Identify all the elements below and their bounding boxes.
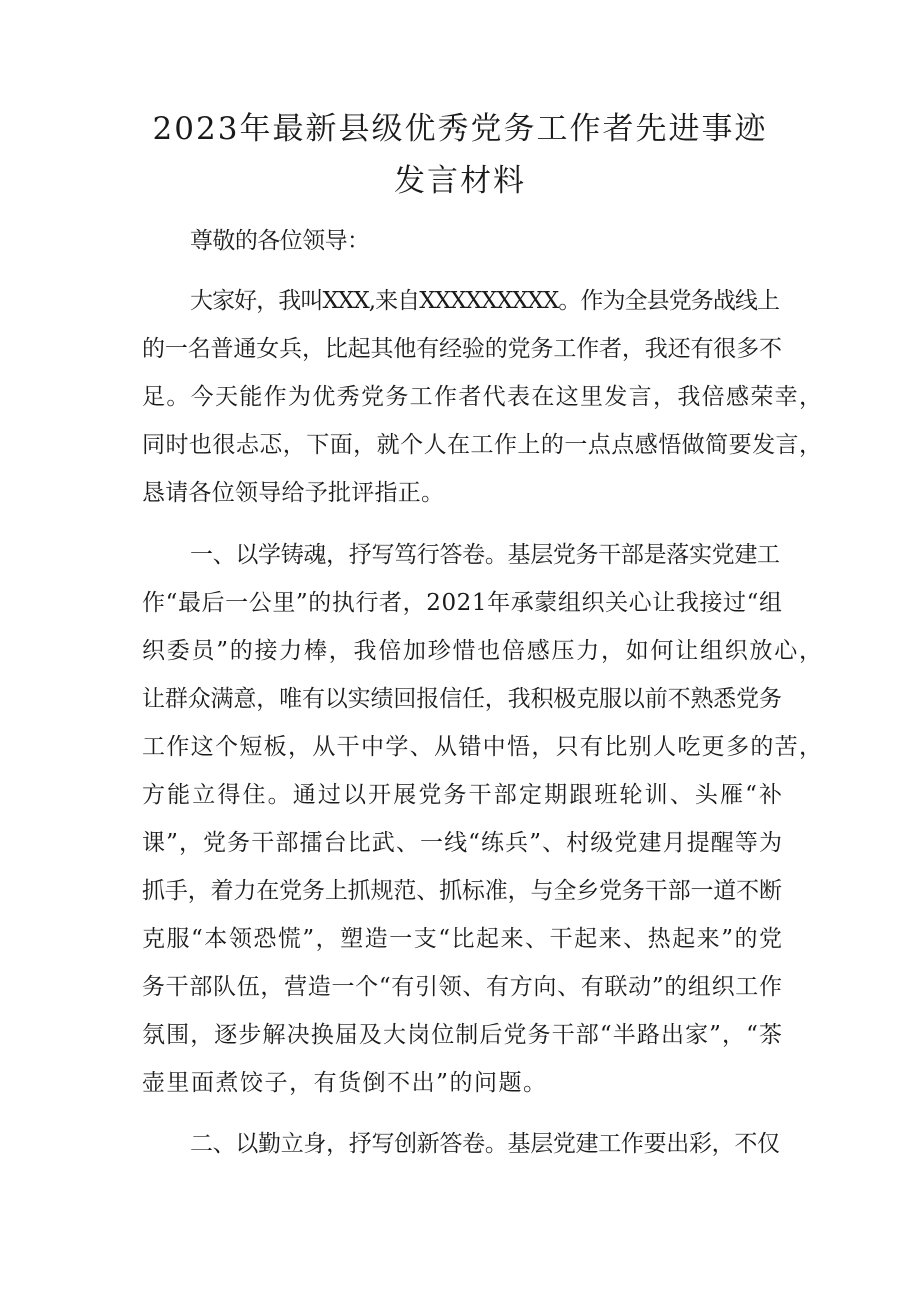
paragraph-1-line-5: 恳请各位领导给予批评指正。 [142,480,445,506]
paragraph-1-line-2: 的一名普通女兵，比起其他有经验的党务工作者，我还有很多不 [142,336,782,362]
paragraph-1-line-1: 大家好，我叫XXX,来自XXXXXXXXX。作为全县党务战线上 [190,288,780,314]
paragraph-2-line-3: 织委员”的接力棒，我倍加珍惜也倍感压力，如何让组织放心， [142,638,824,664]
document-title-line-2: 发言材料 [394,163,526,199]
paragraph-2-line-11: 氛围，逐步解决换届及大岗位制后党务干部“半路出家”，“茶 [142,1022,784,1048]
paragraph-1-line-4: 同时也很忐忑，下面，就个人在工作上的一点点感悟做简要发言， [142,432,823,458]
paragraph-1-line-3: 足。今天能作为优秀党务工作者代表在这里发言，我倍感荣幸， [142,384,824,410]
paragraph-3-line-1: 二、以勤立身，抒写创新答卷。基层党建工作要出彩，不仅 [190,1131,780,1157]
paragraph-2-line-12: 壶里面煮饺子，有货倒不出”的问题。 [142,1070,548,1096]
paragraph-2-line-8: 抓手，着力在党务上抓规范、抓标准，与全乡党务干部一道不断 [142,878,782,904]
paragraph-2-line-7: 课”，党务干部擂台比武、一线“练兵”、村级党建月提醒等为 [142,830,784,856]
document-title-line-1: 2023年最新县级优秀党务工作者先进事迹 [152,111,768,147]
paragraph-2-line-10: 务干部队伍，营造一个“有引领、有方向、有联动”的组织工作 [142,974,783,1000]
paragraph-2-line-9: 克服“本领恐慌”，塑造一支“比起来、干起来、热起来”的党 [142,926,784,952]
salutation: 尊敬的各位领导： [190,228,370,254]
paragraph-2-line-6: 方能立得住。通过以开展党务干部定期跟班轮训、头雁“补 [142,782,785,808]
paragraph-2-line-1: 一、以学铸魂，抒写笃行答卷。基层党务干部是落实党建工 [190,542,780,568]
paragraph-2-line-2: 作“最后一公里”的执行者，2021年承蒙组织关心让我接过“组 [142,590,783,616]
paragraph-2-line-4: 让群众满意，唯有以实绩回报信任，我积极克服以前不熟悉党务 [142,686,782,712]
paragraph-2-line-5: 工作这个短板，从干中学、从错中悟，只有比别人吃更多的苦， [142,734,824,760]
